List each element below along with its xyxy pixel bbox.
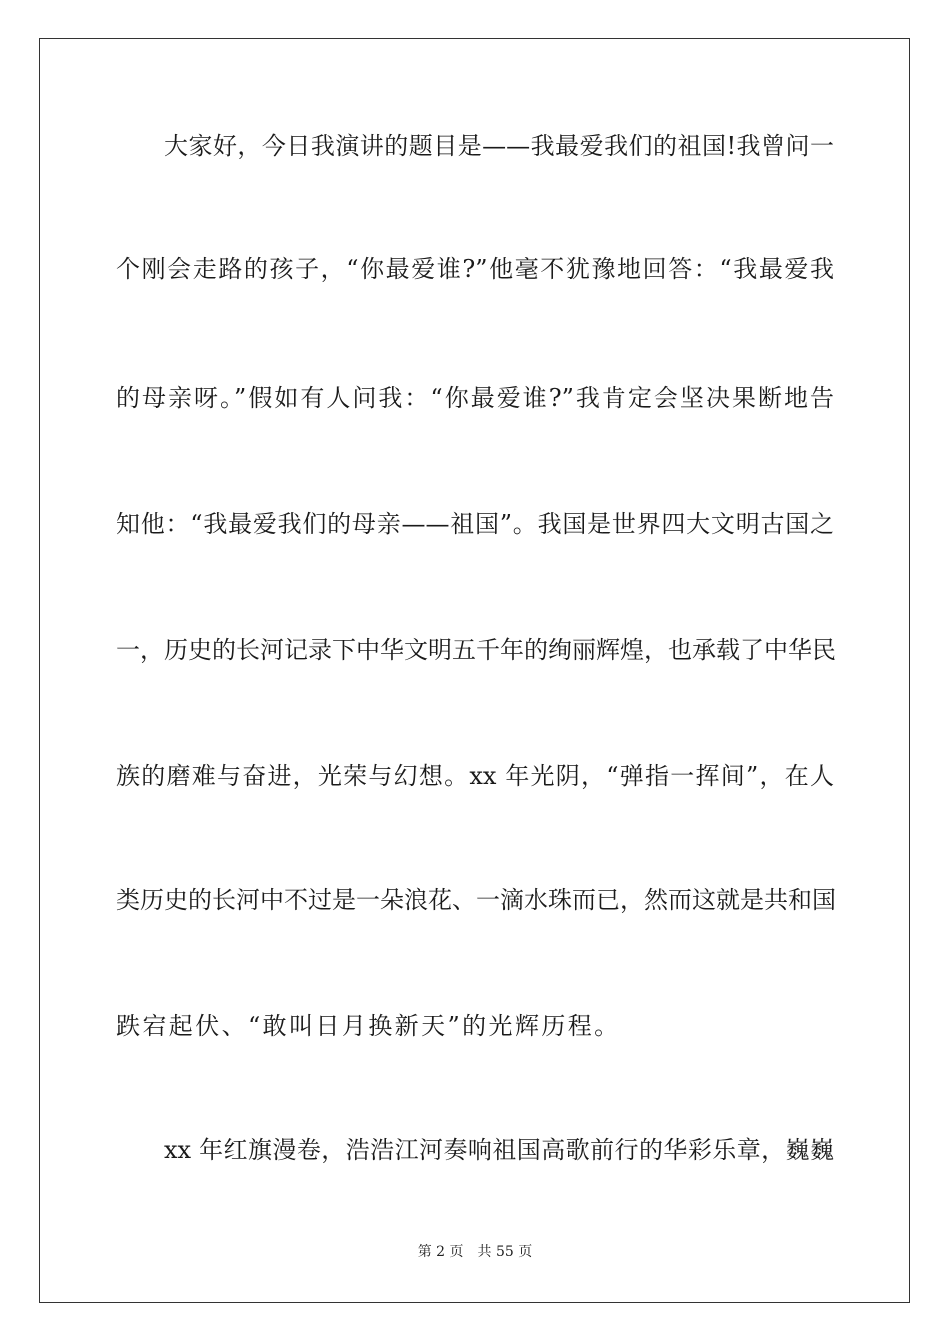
paragraph-1-line-3: 的母亲呀。”假如有人问我：“你最爱谁?”我肯定会坚决果断地告: [116, 384, 834, 412]
paragraph-1-line-5: 一，历史的长河记录下中华文明五千年的绚丽辉煌，也承载了中华民: [116, 636, 836, 664]
page-number: 第 2 页: [417, 1244, 464, 1260]
paragraph-1-line-6: 族的磨难与奋进，光荣与幻想。xx 年光阴，“弹指一挥间”，在人: [116, 762, 834, 790]
paragraph-1-line-7: 类历史的长河中不过是一朵浪花、一滴水珠而已，然而这就是共和国: [116, 886, 836, 914]
paragraph-1-line-8: 跌宕起伏、“敢叫日月换新天”的光辉历程。: [116, 1012, 621, 1040]
total-pages: 共 55 页: [477, 1244, 533, 1260]
paragraph-2-line-1: xx 年红旗漫卷，浩浩江河奏响祖国高歌前行的华彩乐章，巍巍: [164, 1136, 834, 1164]
page-footer: [0, 1242, 950, 1262]
paragraph-1-line-4: 知他：“我最爱我们的母亲——祖国”。我国是世界四大文明古国之: [116, 510, 834, 538]
paragraph-1-line-1: 大家好，今日我演讲的题目是——我最爱我们的祖国!我曾问一: [164, 132, 834, 160]
page-border: [39, 38, 910, 1303]
paragraph-1-line-2: 个刚会走路的孩子，“你最爱谁?”他毫不犹豫地回答：“我最爱我: [116, 255, 834, 283]
